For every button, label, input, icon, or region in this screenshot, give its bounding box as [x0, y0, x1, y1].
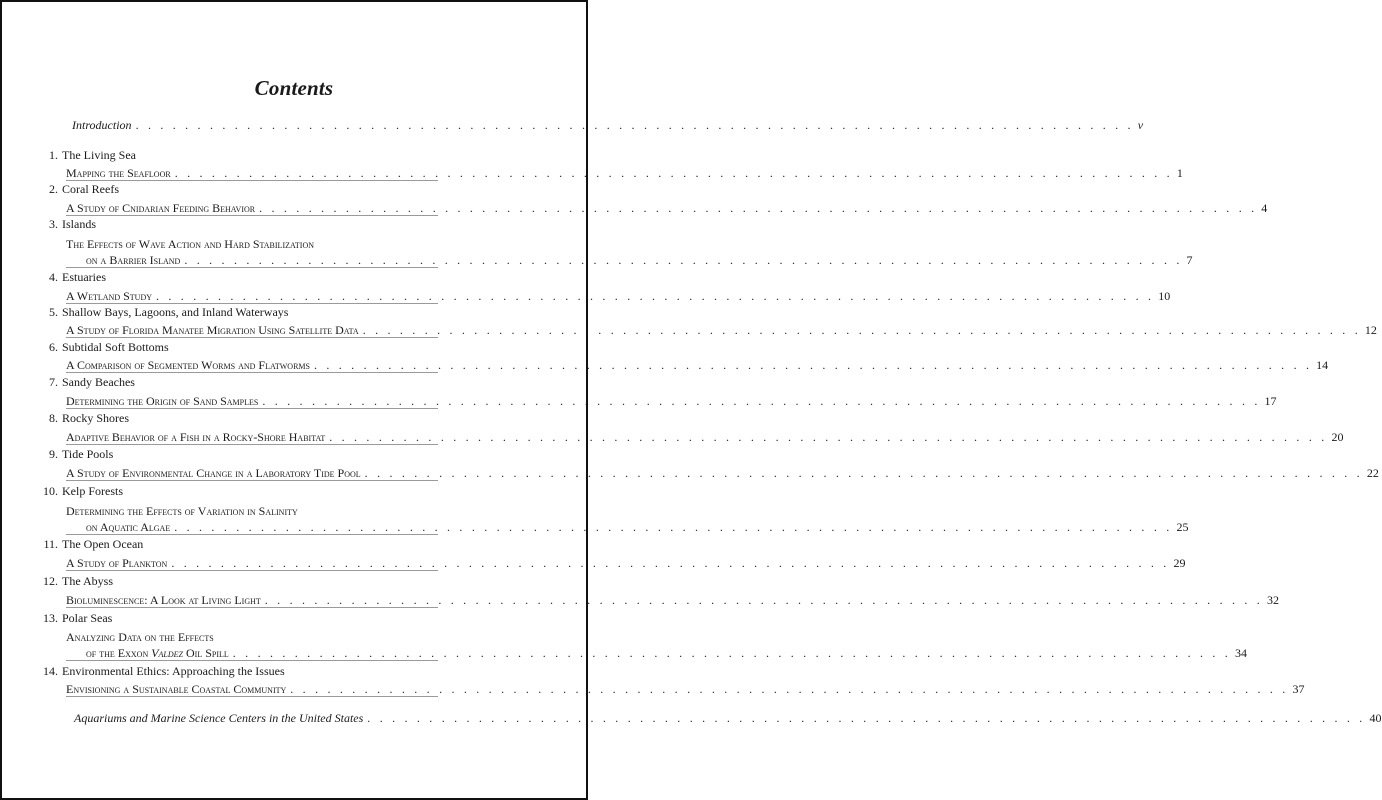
chapter-title: Islands: [62, 217, 96, 231]
toc-entry[interactable]: [66, 289, 1171, 303]
dot-leader: . . . . . . . . . . . . . . . . . . . . . . . . . . . . . . . . . . . . . . . . . . . . . . . . . . . . . . . . . . . . . . . . . . . . . . . . . . . . . . . . .: [329, 430, 1328, 444]
page-number: 7: [1186, 253, 1193, 267]
page-number: 20: [1331, 430, 1344, 444]
entry-label: Determining the Origin of Sand Samples: [66, 394, 259, 408]
chapter-title: Environmental Ethics: Approaching the Issues: [62, 664, 285, 678]
page-number: 25: [1176, 520, 1189, 534]
entry-label-line1: Analyzing Data on the Effects: [66, 630, 214, 644]
dot-leader: . . . . . . . . . . . . . . . . . . . . . . . . . . . . . . . . . . . . . . . . . . . . . . . . . . . . . . . . . . . . . . . . . . . . . . . . . . . . . . . . .: [171, 556, 1170, 570]
entry-label: on Aquatic Algae: [86, 520, 171, 534]
entry-label: Adaptive Behavior of a Fish in a Rocky-Shore Habitat: [66, 430, 326, 444]
chapter-number: 5.: [49, 305, 58, 319]
toc-entry[interactable]: [66, 358, 1329, 372]
entry-label: [86, 646, 229, 660]
divider: [66, 372, 438, 373]
toc-entry[interactable]: [66, 682, 1305, 696]
dot-leader: . . . . . . . . . . . . . . . . . . . . . . . . . . . . . . . . . . . . . . . . . . . . . . . . . . . . . . . . . . . . . . . . . . . . . . . . . . . . . . . . .: [362, 323, 1361, 337]
entry-label-line1: Determining the Effects of Variation in Salinity: [66, 504, 298, 518]
dot-leader: . . . . . . . . . . . . . . . . . . . . . . . . . . . . . . . . . . . . . . . . . . . . . . . . . . . . . . . . . . . . . . . . . . . . . . . . . . . . . . . . .: [313, 358, 1313, 372]
page-number: 32: [1266, 593, 1279, 607]
entry-label: A Wetland Study: [66, 289, 152, 303]
entry-label: Introduction: [72, 118, 132, 132]
chapter-heading: [38, 447, 113, 461]
chapter-number: 8.: [49, 411, 58, 425]
divider: [66, 180, 438, 181]
chapter-number: 7.: [49, 375, 58, 389]
page-number: 40: [1369, 711, 1382, 725]
toc-entry[interactable]: [86, 253, 1193, 267]
chapter-title: Kelp Forests: [62, 484, 123, 498]
dot-leader: . . . . . . . . . . . . . . . . . . . . . . . . . . . . . . . . . . . . . . . . . . . . . . . . . . . . . . . . . . . . . . . . . . . . . . . . . . . . . . . . .: [259, 201, 1258, 215]
toc-entry[interactable]: [86, 520, 1189, 534]
toc-entry[interactable]: [66, 466, 1379, 480]
toc-entry[interactable]: [66, 323, 1377, 337]
entry-label: A Study of Cnidarian Feeding Behavior: [66, 201, 256, 215]
chapter-number: 12.: [43, 574, 58, 588]
dot-leader: . . . . . . . . . . . . . . . . . . . . . . . . . . . . . . . . . . . . . . . . . . . . . . . . . . . . . . . . . . . . . . . . . . . . . . . . . . . . . . . . .: [135, 118, 1134, 132]
chapter-title: Estuaries: [62, 270, 106, 284]
chapter-title: The Open Ocean: [62, 537, 144, 551]
toc-entry[interactable]: [66, 430, 1344, 444]
page-number: v: [1137, 118, 1144, 132]
chapter-number: 14.: [43, 664, 58, 678]
chapter-title: Sandy Beaches: [62, 375, 135, 389]
page-number: 4: [1261, 201, 1268, 215]
chapter-number: 1.: [49, 148, 58, 162]
chapter-heading: [38, 270, 106, 284]
dot-leader: . . . . . . . . . . . . . . . . . . . . . . . . . . . . . . . . . . . . . . . . . . . . . . . . . . . . . . . . . . . . . . . . . . . . . . . . . . . . . . . . .: [262, 394, 1261, 408]
chapter-title: Coral Reefs: [62, 182, 119, 196]
entry-label: Aquariums and Marine Science Centers in the United States: [74, 711, 364, 725]
entry-label: A Study of Plankton: [66, 556, 168, 570]
page-number: 29: [1173, 556, 1186, 570]
chapter-title: Rocky Shores: [62, 411, 129, 425]
chapter-heading: [38, 217, 96, 231]
entry-label-italic: Valdez: [151, 646, 183, 660]
toc-entry[interactable]: [66, 201, 1268, 215]
chapter-number: 2.: [49, 182, 58, 196]
dot-leader: . . . . . . . . . . . . . . . . . . . . . . . . . . . . . . . . . . . . . . . . . . . . . . . . . . . . . . . . . . . . . . . . . . . . . . . . . . . . . . . . .: [364, 466, 1363, 480]
chapter-heading: [38, 664, 285, 678]
toc-entry-introduction[interactable]: [72, 118, 1144, 132]
page-title: Contents: [254, 76, 334, 100]
divider: [66, 267, 438, 268]
entry-label: A Study of Florida Manatee Migration Using Satellite Data: [66, 323, 359, 337]
chapter-number: 6.: [49, 340, 58, 354]
chapter-heading: [38, 305, 288, 319]
page-number: 37: [1292, 682, 1305, 696]
entry-label-pre: of the Exxon: [86, 646, 152, 660]
toc-entry[interactable]: [66, 394, 1277, 408]
entry-label-line1: The Effects of Wave Action and Hard Stabilization: [66, 237, 314, 251]
chapter-title: The Abyss: [62, 574, 113, 588]
toc-entry[interactable]: [66, 556, 1186, 570]
chapter-heading: [38, 574, 113, 588]
chapter-heading: [38, 375, 135, 389]
divider: [66, 337, 438, 338]
page-number: 22: [1366, 466, 1379, 480]
chapter-heading: [38, 411, 129, 425]
page-number: 10: [1158, 289, 1171, 303]
entry-label: Bioluminescence: A Look at Living Light: [66, 593, 261, 607]
dot-leader: . . . . . . . . . . . . . . . . . . . . . . . . . . . . . . . . . . . . . . . . . . . . . . . . . . . . . . . . . . . . . . . . . . . . . . . . . . . . . . . . .: [367, 711, 1366, 725]
entry-label: Mapping the Seafloor: [66, 166, 171, 180]
chapter-number: 3.: [49, 217, 58, 231]
chapter-heading: [38, 611, 112, 625]
dot-leader: . . . . . . . . . . . . . . . . . . . . . . . . . . . . . . . . . . . . . . . . . . . . . . . . . . . . . . . . . . . . . . . . . . . . . . . . . . . . . . . . .: [174, 520, 1173, 534]
divider: [66, 480, 438, 481]
chapter-title: Shallow Bays, Lagoons, and Inland Waterways: [62, 305, 289, 319]
divider: [66, 570, 438, 571]
divider: [66, 303, 438, 304]
page-number: 1: [1176, 166, 1183, 180]
page-number: 14: [1316, 358, 1329, 372]
dot-leader: . . . . . . . . . . . . . . . . . . . . . . . . . . . . . . . . . . . . . . . . . . . . . . . . . . . . . . . . . . . . . . . . . . . . . . . . . . . . . . . . .: [290, 682, 1289, 696]
divider: [66, 444, 438, 445]
entry-label: on a Barrier Island: [86, 253, 181, 267]
dot-leader: . . . . . . . . . . . . . . . . . . . . . . . . . . . . . . . . . . . . . . . . . . . . . . . . . . . . . . . . . . . . . . . . . . . . . . . . . . . . . . . . .: [156, 289, 1155, 303]
toc-entry[interactable]: [66, 166, 1183, 180]
chapter-title: Polar Seas: [62, 611, 113, 625]
page-number: 17: [1264, 394, 1277, 408]
dot-leader: . . . . . . . . . . . . . . . . . . . . . . . . . . . . . . . . . . . . . . . . . . . . . . . . . . . . . . . . . . . . . . . . . . . . . . . . . . . . . . . . .: [264, 593, 1263, 607]
chapter-heading: [38, 340, 169, 354]
divider: [66, 408, 438, 409]
entry-label: A Comparison of Segmented Worms and Flatworms: [66, 358, 310, 372]
divider: [66, 660, 438, 661]
chapter-heading: [38, 484, 123, 498]
divider: [66, 215, 438, 216]
chapter-heading: [38, 182, 119, 196]
entry-label: A Study of Environmental Change in a Laboratory Tide Pool: [66, 466, 361, 480]
chapter-number: 11.: [43, 537, 58, 551]
toc-entry[interactable]: [66, 593, 1279, 607]
chapter-title: Tide Pools: [62, 447, 114, 461]
chapter-title: The Living Sea: [62, 148, 136, 162]
page-number: 12: [1364, 323, 1377, 337]
entry-label: Envisioning a Sustainable Coastal Community: [66, 682, 287, 696]
toc-entry[interactable]: [86, 646, 1247, 660]
divider: [66, 607, 438, 608]
divider: [66, 696, 438, 697]
toc-entry-appendix[interactable]: [74, 711, 1382, 725]
divider: [66, 534, 438, 535]
chapter-number: 4.: [49, 270, 58, 284]
dot-leader: . . . . . . . . . . . . . . . . . . . . . . . . . . . . . . . . . . . . . . . . . . . . . . . . . . . . . . . . . . . . . . . . . . . . . . . . . . . . . . . . .: [174, 166, 1173, 180]
chapter-number: 10.: [43, 484, 58, 498]
page-number: 34: [1234, 646, 1247, 660]
chapter-number: 9.: [49, 447, 58, 461]
chapter-heading: [38, 537, 143, 551]
chapter-title: Subtidal Soft Bottoms: [62, 340, 169, 354]
entry-label-post: Oil Spill: [183, 646, 229, 660]
chapter-number: 13.: [43, 611, 58, 625]
dot-leader: . . . . . . . . . . . . . . . . . . . . . . . . . . . . . . . . . . . . . . . . . . . . . . . . . . . . . . . . . . . . . . . . . . . . . . . . . . . . . . . . .: [184, 253, 1183, 267]
dot-leader: . . . . . . . . . . . . . . . . . . . . . . . . . . . . . . . . . . . . . . . . . . . . . . . . . . . . . . . . . . . . . . . . . . . . . . . . . . . . . . . . .: [232, 646, 1231, 660]
chapter-heading: [38, 148, 136, 162]
